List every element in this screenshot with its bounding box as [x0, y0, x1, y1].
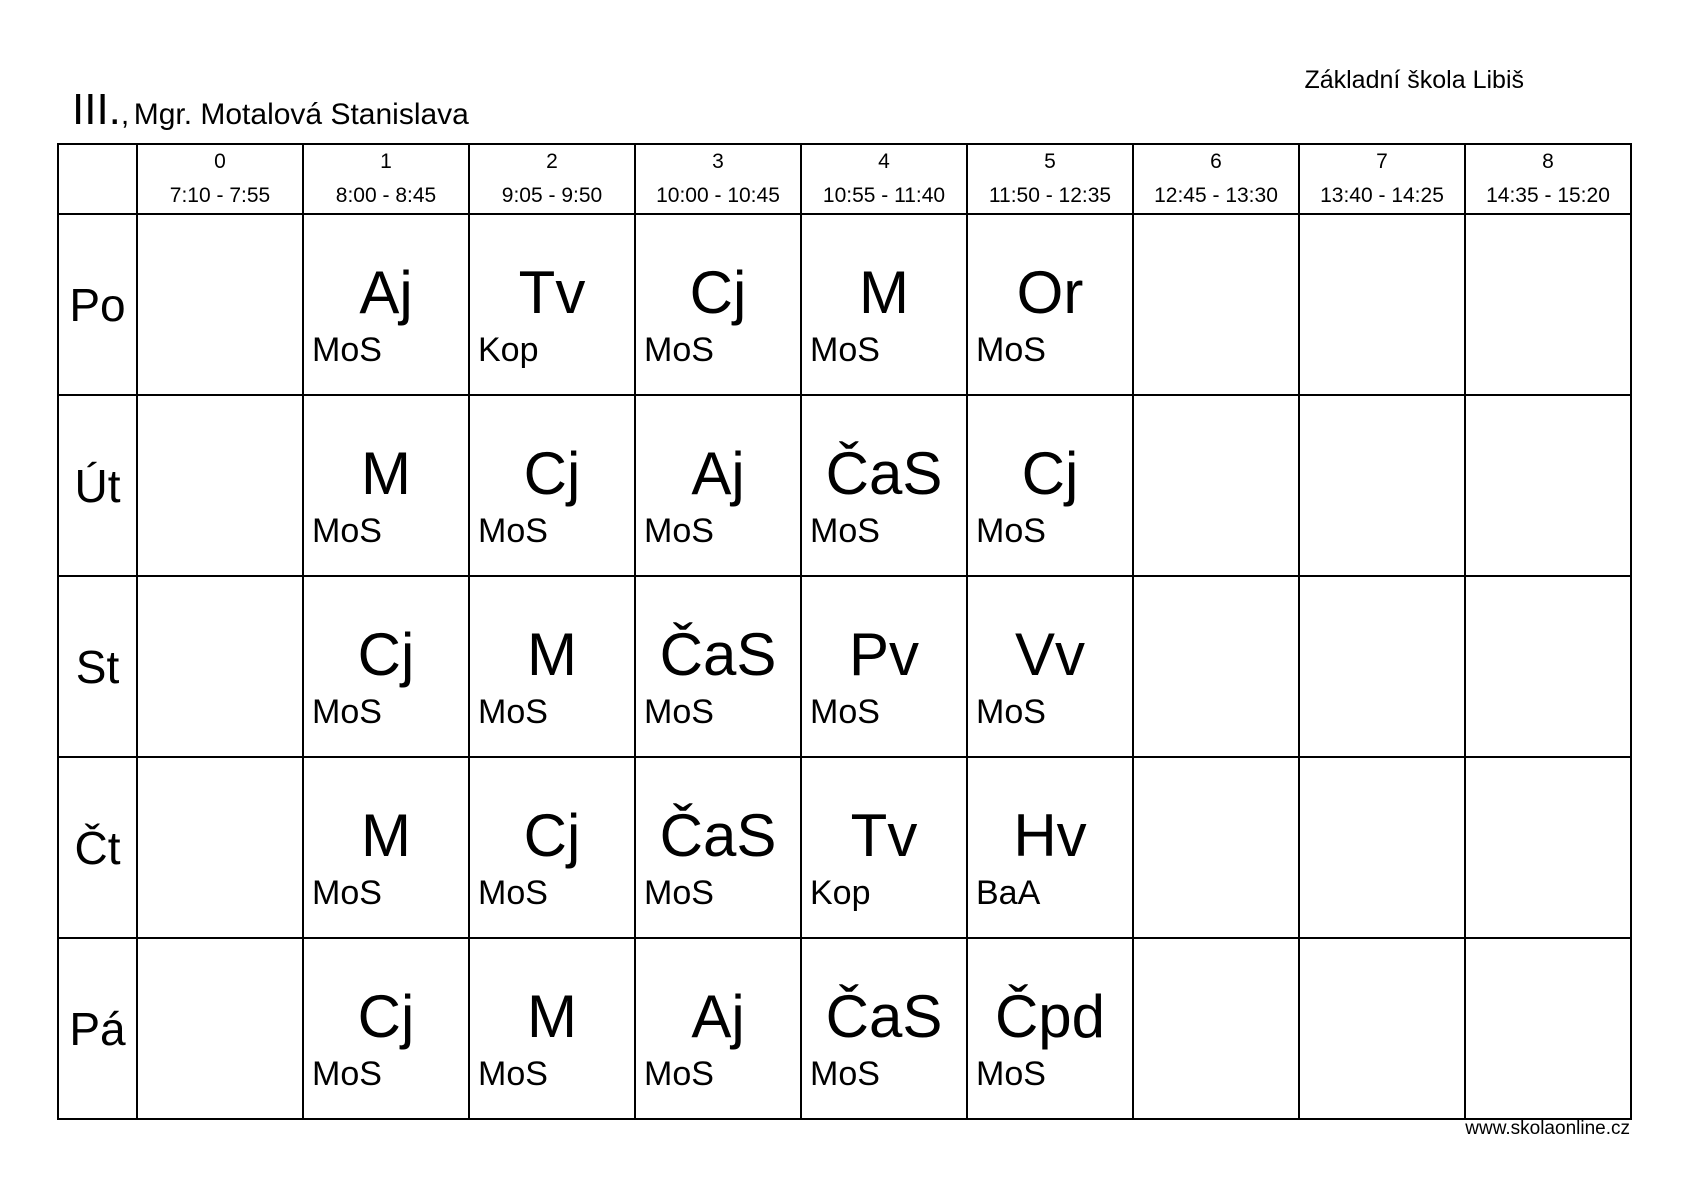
lesson-cell	[801, 938, 967, 1119]
lesson-cell	[303, 214, 469, 395]
empty-cell	[1133, 938, 1299, 1119]
lesson-cell	[801, 757, 967, 938]
period-time: 13:40 - 14:25	[1320, 184, 1444, 207]
school-name: Základní škola Libiš	[1304, 66, 1524, 94]
lesson-teacher: MoS	[312, 1055, 382, 1093]
lesson-cell	[303, 938, 469, 1119]
period-number: 8	[1542, 150, 1554, 173]
empty-cell	[1299, 938, 1465, 1119]
period-header-8	[1465, 144, 1631, 214]
empty-cell	[137, 576, 303, 757]
day-row	[58, 395, 1631, 576]
lesson-cell	[967, 576, 1133, 757]
lesson-subject: Čpd	[994, 983, 1106, 1050]
empty-cell	[1133, 757, 1299, 938]
lesson-subject: Or	[1016, 259, 1084, 326]
lesson-teacher: MoS	[976, 331, 1046, 369]
heading-separator: ,	[120, 98, 130, 131]
lesson-subject: Hv	[1013, 802, 1087, 869]
lesson-teacher: MoS	[976, 512, 1046, 550]
corner-cell	[58, 144, 137, 214]
period-time: 8:00 - 8:45	[335, 184, 437, 207]
lesson-teacher: MoS	[810, 331, 880, 369]
lesson-subject: M	[859, 259, 909, 326]
period-header-0	[137, 144, 303, 214]
lesson-cell	[469, 576, 635, 757]
lesson-subject: Tv	[518, 259, 586, 326]
lesson-cell	[801, 576, 967, 757]
lesson-cell	[469, 757, 635, 938]
lesson-subject: Vv	[1014, 621, 1086, 688]
lesson-teacher: MoS	[312, 331, 382, 369]
period-header-4	[801, 144, 967, 214]
lesson-teacher: MoS	[644, 331, 714, 369]
period-time: 11:50 - 12:35	[988, 184, 1112, 207]
lesson-subject: Cj	[1021, 440, 1079, 507]
empty-cell	[1299, 576, 1465, 757]
lesson-cell	[469, 214, 635, 395]
lesson-teacher: MoS	[644, 693, 714, 731]
empty-cell	[1299, 757, 1465, 938]
lesson-cell	[635, 395, 801, 576]
empty-cell	[1465, 938, 1631, 1119]
period-header-3	[635, 144, 801, 214]
lesson-cell	[303, 757, 469, 938]
teacher-name: Mgr. Motalová Stanislava	[133, 98, 469, 131]
period-number: 3	[712, 150, 724, 173]
period-time: 14:35 - 15:20	[1486, 184, 1610, 207]
day-name: St	[58, 576, 137, 757]
period-time: 7:10 - 7:55	[169, 184, 271, 207]
lesson-cell	[469, 938, 635, 1119]
lesson-teacher: BaA	[976, 874, 1041, 912]
period-number: 4	[878, 150, 890, 173]
lesson-cell	[303, 395, 469, 576]
day-row	[58, 214, 1631, 395]
lesson-subject: Aj	[359, 259, 413, 326]
lesson-cell	[303, 576, 469, 757]
lesson-subject: Pv	[848, 621, 920, 688]
period-time: 9:05 - 9:50	[501, 184, 603, 207]
lesson-subject: Cj	[523, 440, 581, 507]
day-row	[58, 938, 1631, 1119]
empty-cell	[1465, 395, 1631, 576]
empty-cell	[1465, 214, 1631, 395]
period-number: 6	[1210, 150, 1222, 173]
lesson-teacher: MoS	[810, 1055, 880, 1093]
period-header-5	[967, 144, 1133, 214]
empty-cell	[1465, 576, 1631, 757]
lesson-cell	[801, 395, 967, 576]
lesson-cell	[635, 757, 801, 938]
lesson-subject: ČaS	[659, 802, 777, 869]
lesson-teacher: MoS	[312, 512, 382, 550]
day-name: Po	[58, 214, 137, 395]
lesson-subject: ČaS	[825, 440, 943, 507]
lesson-teacher: MoS	[312, 693, 382, 731]
lesson-subject: M	[527, 983, 577, 1050]
day-row	[58, 757, 1631, 938]
period-header-6	[1133, 144, 1299, 214]
period-header-7	[1299, 144, 1465, 214]
lesson-subject: M	[361, 440, 411, 507]
website-footer: www.skolaonline.cz	[1465, 1118, 1630, 1139]
lesson-subject: ČaS	[659, 621, 777, 688]
period-header-1	[303, 144, 469, 214]
empty-cell	[1133, 395, 1299, 576]
lesson-cell	[635, 214, 801, 395]
period-time: 10:55 - 11:40	[822, 184, 946, 207]
period-header-2	[469, 144, 635, 214]
lesson-cell	[635, 576, 801, 757]
lesson-cell	[469, 395, 635, 576]
lesson-teacher: MoS	[976, 693, 1046, 731]
timetable-heading	[72, 85, 469, 134]
lesson-teacher: Kop	[478, 331, 539, 369]
lesson-subject: M	[361, 802, 411, 869]
empty-cell	[1299, 395, 1465, 576]
period-number: 5	[1044, 150, 1056, 173]
period-time: 12:45 - 13:30	[1154, 184, 1278, 207]
period-number: 1	[380, 150, 392, 173]
lesson-subject: Aj	[691, 983, 745, 1050]
empty-cell	[1465, 757, 1631, 938]
day-name: Čt	[58, 757, 137, 938]
lesson-cell	[967, 214, 1133, 395]
lesson-subject: Cj	[689, 259, 747, 326]
lesson-teacher: Kop	[810, 874, 871, 912]
day-name: Pá	[58, 938, 137, 1119]
lesson-subject: Cj	[357, 621, 415, 688]
lesson-teacher: MoS	[810, 693, 880, 731]
empty-cell	[1133, 576, 1299, 757]
lesson-subject: M	[527, 621, 577, 688]
lesson-teacher: MoS	[810, 512, 880, 550]
lesson-subject: Tv	[850, 802, 918, 869]
lesson-teacher: MoS	[478, 512, 548, 550]
class-name: III.	[72, 85, 121, 134]
lesson-cell	[801, 214, 967, 395]
day-row	[58, 576, 1631, 757]
empty-cell	[137, 395, 303, 576]
lesson-subject: Cj	[357, 983, 415, 1050]
period-number: 7	[1376, 150, 1388, 173]
empty-cell	[137, 757, 303, 938]
period-number: 2	[546, 150, 558, 173]
lesson-cell	[967, 395, 1133, 576]
lesson-cell	[967, 938, 1133, 1119]
period-time: 10:00 - 10:45	[656, 184, 780, 207]
empty-cell	[137, 214, 303, 395]
lesson-teacher: MoS	[478, 874, 548, 912]
timetable-grid	[57, 143, 1632, 1120]
lesson-teacher: MoS	[312, 874, 382, 912]
empty-cell	[137, 938, 303, 1119]
lesson-teacher: MoS	[478, 1055, 548, 1093]
lesson-cell	[967, 757, 1133, 938]
period-number: 0	[214, 150, 226, 173]
lesson-subject: Aj	[691, 440, 745, 507]
lesson-teacher: MoS	[644, 874, 714, 912]
lesson-subject: Cj	[523, 802, 581, 869]
lesson-subject: ČaS	[825, 983, 943, 1050]
lesson-teacher: MoS	[644, 512, 714, 550]
lesson-teacher: MoS	[644, 1055, 714, 1093]
lesson-teacher: MoS	[976, 1055, 1046, 1093]
period-header-row	[58, 144, 1631, 214]
empty-cell	[1133, 214, 1299, 395]
empty-cell	[1299, 214, 1465, 395]
lesson-teacher: MoS	[478, 693, 548, 731]
lesson-cell	[635, 938, 801, 1119]
day-name: Út	[58, 395, 137, 576]
